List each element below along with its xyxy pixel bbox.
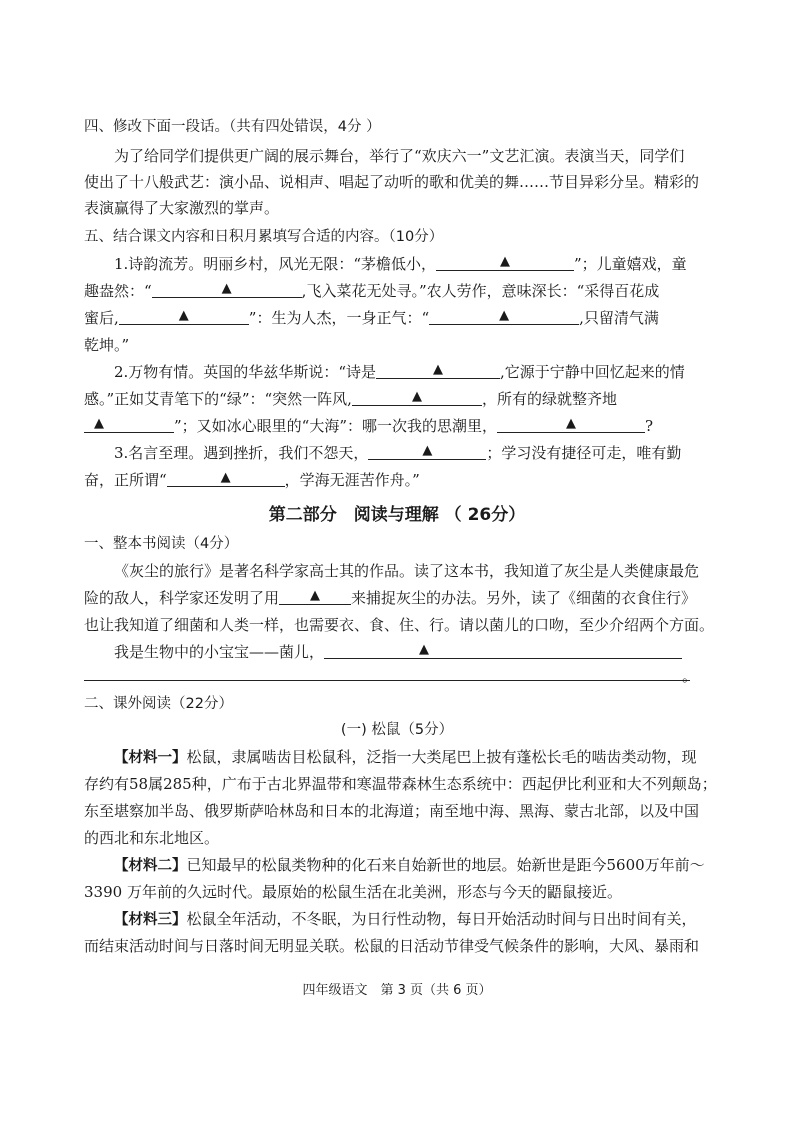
q2-line: 2.万物有情。英国的华兹华斯说：“诗是 ▲ ,它源于宁静中回忆起来的情 (114, 362, 685, 381)
answer-blank[interactable] (167, 470, 285, 487)
section1-text-line: 《灰尘的旅行》是著名科学家高士其的作品。读了这本书，我知道了灰尘是人类健康最危 (114, 562, 700, 580)
triangle-marker-icon: ▲ (220, 470, 231, 485)
q3-line: 3.名言至理。遇到挫折，我们不怨天， ▲ ；学习没有捷径可走，唯有勤 (114, 443, 682, 462)
q2-line: ▲ ”；又如冰心眼里的“大海”：哪一次我的思潮里， ▲ ? (84, 415, 694, 437)
section4-text-line: 为了给同学们提供更广阔的展示舞台，举行了“欢庆六一”文艺汇演。表演当天，同学们 (114, 147, 685, 165)
section1-text-line: 也让我知道了细菌和人类一样，也需要衣、食、住、行。请以菌儿的口吻，至少介绍两个方面。 (84, 616, 715, 634)
section1-text-line: 险的敌人，科学家还发明了用 ▲ 来捕捉灰尘的办法。另外，读了《细菌的衣食住行》 (84, 588, 697, 607)
triangle-marker-icon: ▲ (419, 642, 430, 657)
section1-heading: 一、整本书阅读（4分） (84, 536, 239, 552)
section4-text-line: 表演赢得了大家激烈的掌声。 (84, 199, 280, 217)
triangle-marker-icon: ▲ (178, 308, 189, 323)
material3-line: 【材料三】松鼠全年活动，不冬眠，为日行性动物，每日开始活动时间与日出时间有关， (114, 910, 697, 928)
triangle-marker-icon: ▲ (422, 443, 433, 458)
q2-line: 感。”正如艾青笔下的“绿”：“突然一阵风, ▲ ，所有的绿就整齐地 (84, 389, 617, 408)
triangle-marker-icon: ▲ (310, 588, 321, 603)
answer-blank[interactable] (119, 308, 249, 325)
triangle-marker-icon: ▲ (94, 416, 104, 431)
section5-heading: 五、结合课文内容和日积月累填写合适的内容。（10分） (84, 229, 444, 245)
material2-line: 【材料二】已知最早的松鼠类物种的化石来自始新世的地层。始新世是距今5600万年前～ (114, 856, 705, 874)
q1-line: 1.诗韵流芳。明丽乡村，风光无限：“茅檐低小， ▲ ”；儿童嬉戏，童 (114, 254, 687, 273)
q1-line: 蜜后, ▲ ”：生为人杰，一身正气：“ ▲ ,只留清气满 (84, 308, 659, 327)
part2-title: 第二部分 阅读与理解 （ 26分） (268, 505, 526, 525)
triangle-marker-icon: ▲ (432, 362, 443, 377)
answer-blank[interactable] (324, 642, 682, 659)
triangle-marker-icon: ▲ (566, 416, 577, 431)
material1-line: 【材料一】松鼠，隶属啮齿目松鼠科，泛指一大类尾巴上披有蓬松长毛的啮齿类动物，现 (114, 748, 697, 766)
answer-rule-line[interactable] (84, 680, 690, 681)
q3-line: 奋，正所谓“ ▲ ，学海无涯苦作舟。” (84, 470, 420, 489)
answer-blank[interactable] (84, 416, 174, 433)
triangle-marker-icon: ▲ (499, 254, 510, 269)
section4-heading: 四、修改下面一段话。（共有四处错误，4分 ） (84, 119, 381, 135)
answer-blank[interactable] (352, 389, 482, 406)
triangle-marker-icon: ▲ (411, 389, 422, 404)
material1-line: 东至堪察加半岛、俄罗斯萨哈林岛和日本的北海道；南至地中海、黑海、蒙古北部，以及中国 (84, 802, 700, 820)
answer-blank[interactable] (429, 308, 579, 325)
triangle-marker-icon: ▲ (221, 281, 232, 296)
q1-line: 趣盎然：“ ▲ ,飞入菜花无处寻。”农人劳作，意味深长：“采得百花成 (84, 281, 660, 300)
answer-blank[interactable] (497, 416, 645, 433)
section2-subheading: (一) 松鼠（5分） (340, 722, 454, 738)
answer-blank[interactable] (368, 443, 486, 460)
answer-blank[interactable] (152, 281, 302, 298)
material1-line: 存约有58属285种，广布于古北界温带和寒温带森林生态系统中：西起伊比利亚和大不列颠岛； (84, 775, 717, 793)
section2-heading: 二、课外阅读（22分） (84, 696, 233, 712)
material1-line: 的西北和东北地区。 (84, 829, 220, 847)
answer-blank[interactable] (376, 362, 500, 379)
section4-text-line: 使出了十八般武艺：演小品、说相声、唱起了动听的歌和优美的舞……节目异彩分呈。精彩的 (84, 173, 700, 191)
answer-blank[interactable] (436, 254, 574, 271)
section1-answer-line: 我是生物中的小宝宝——菌儿， ▲ (114, 641, 694, 663)
answer-blank[interactable] (279, 588, 351, 605)
page-footer: 四年级语文 第 3 页（共 6 页） (302, 983, 492, 998)
triangle-marker-icon: ▲ (499, 308, 510, 323)
q1-line: 乾坤。” (84, 336, 130, 354)
material2-line: 3390 万年前的久远时代。最原始的松鼠生活在北美洲，形态与今天的鼯鼠接近。 (84, 883, 622, 901)
material3-line: 而结束活动时间与日落时间无明显关联。松鼠的日活动节律受气候条件的影响，大风、暴雨和 (84, 937, 700, 955)
period-mark: 。 (682, 667, 698, 685)
